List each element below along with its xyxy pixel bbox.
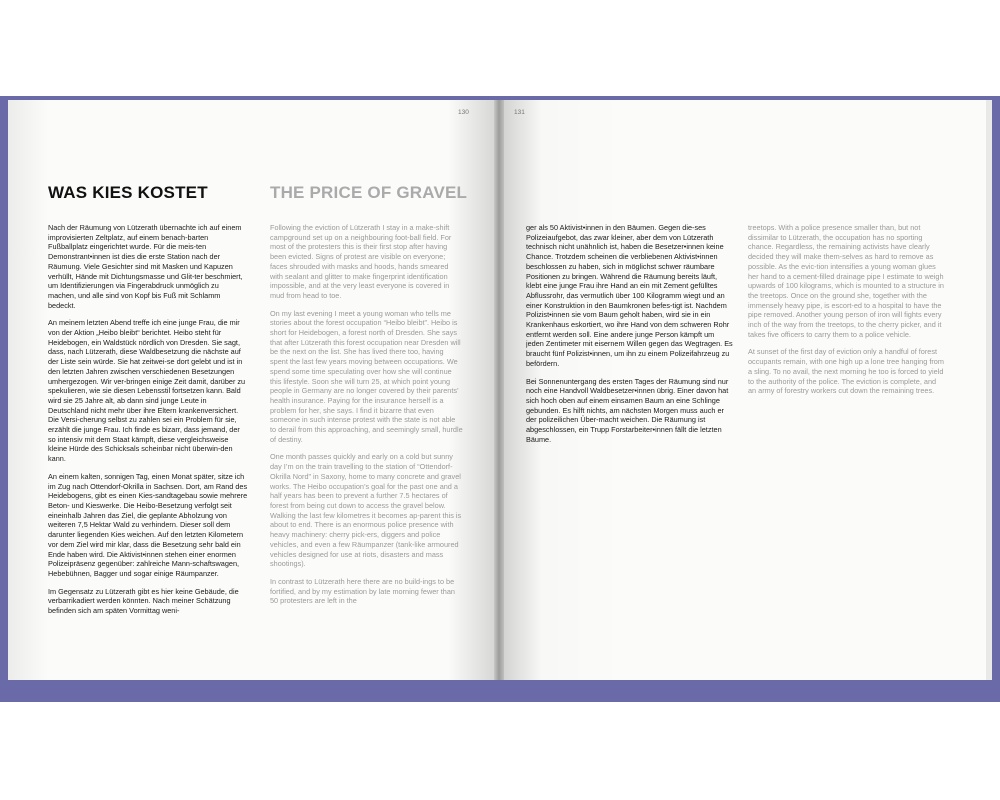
paragraph: At sunset of the first day of eviction only a handful of forest occupants remain, with one high up a lone tree hanging from a sling. To no avail, the next morning he too is forced to yield to the authority of the police. The eviction is complete, and an army of forestry workers cut down the remaining trees. <box>748 347 944 396</box>
paragraph: Nach der Räumung von Lützerath übernachte ich auf einem improvisierten Zeltplatz, auf einem benach-barten Fußballplatz eingerichtet wurde. Für die meis-ten Demonstrant•innen ist dies die erste Station nach der Räumung. Viele Gesichter sind mit Masken und Kapuzen verhüllt, Hände mit Dichtungsmasse und Glit-ter beschmiert, um Identifizierungen via Fingerabdruck unmöglich zu machen, und alle sind von Kopf bis Fuß mit Schlamm bedeckt. <box>48 223 243 310</box>
paragraph: treetops. With a police presence smaller than, but not dissimilar to Lützerath, the occupation has no sporting chance. Regardless, the remaining activists have clearly decided they will make them-selves as hard to remove as possible. As the evic-tion intensifies a young woman glues her hand to a cement-filled drainage pipe I estimate to weigh upwards of 100 kilograms, which is mounted to a structure in the treetops. Once on the ground she, together with the immensely heavy pipe, is escort-ed to a hospital to have the pipe removed. Another young person of iron will fights every inch of the way from the treetops, to the cherry picker, and it takes five officers to carry them to a police vehicle. <box>748 223 944 339</box>
paragraph: Following the eviction of Lützerath I stay in a make-shift campground set up on a neighbouring foot-ball field. For most of the protesters this is their first stop after having been evicted. Signs of protest are visible on everyone; faces shrouded with masks and hoods, hands smeared with sealant and glitter to make fingerprint identification impossible, and at the very least everyone is covered in mud from head to toe. <box>270 223 452 300</box>
left-english-column <box>270 223 463 663</box>
left-page-number: 130 <box>458 109 469 116</box>
book-spine <box>494 100 504 680</box>
paragraph: Bei Sonnenuntergang des ersten Tages der Räumung sind nur noch eine Handvoll Waldbesetzer•innen übrig. Einer davon hat sich hoch oben auf einem einsamen Baum an eine Schlinge gebunden. Es hilft nichts, am nächsten Morgen muss auch er der polizeilichen Über-macht weichen. Die Räumung ist abgeschlossen, ein Trupp Forstarbeiter•innen fällt die letzten Bäume. <box>526 376 729 444</box>
page-edge <box>986 100 992 680</box>
paragraph: ger als 50 Aktivist•innen in den Bäumen. Gegen die-ses Polizeiaufgebot, das zwar kleiner, aber dem von Lützerath technisch nicht unähnlich ist, haben die Besetzer•innen keine Chance. Trotzdem scheinen die verbliebenen Aktivist•innen beschlossen zu haben, sich in möglichst schwer räumbare Positionen zu bringen. Während die Räumung bereits läuft, klebt eine junge Frau ihre Hand an ein mit Zement gefülltes Abflussrohr, das vermutlich über 100 Kilogramm wiegt und an einer Konstruktion in den Baumkronen befes-tigt ist. Nachdem Polizist•innen sie vom Baum geholt haben, wird sie in ein Krankenhaus eskortiert, wo ihre Hand von dem schweren Rohr entfernt werden soll. Eine andere junge Person kämpft um jeden Zentimeter mit eisernem Willen gegen das Wegtragen. Es braucht fünf Polizist•innen, um ihn zu einem Polizeifahrzeug zu befördern. <box>526 223 733 368</box>
title-german: WAS KIES KOSTET <box>48 183 208 202</box>
paragraph: On my last evening I meet a young woman who tells me stories about the forest occupation “Heibo bleibt”. Heibo is short for Heidebogen, a forest north of Dresden. She says that after Lützerath this forest occupation near Dresden will be the next on the list. She has lived there too, having spent the last few years moving between occupations. We spend some time speculating over how she will continue this lifestyle. Soon she will turn 25, at which point young people in Germany are no longer covered by their parents’ health insurance. Paying for the insurance herself is a problem for her, she says. I find it bizarre that even someone in such intense protest with the state is not able to derail from this approaching, and seemingly small, hurdle of destiny. <box>270 308 463 444</box>
paragraph: In contrast to Lützerath here there are no build-ings to be fortified, and by my estimation by late morning fewer than 50 protesters are left in the <box>270 576 455 606</box>
left-german-column <box>48 223 248 663</box>
paragraph: One month passes quickly and early on a cold but sunny day I’m on the train travelling to the station of “Ottendorf-Okrilla Nord” in Saxony, home to many concrete and gravel works. The Heibo occupation’s goal for the past one and a half years has been to prevent a further 7.5 hectares of forest from being cut down to access the gravel below. Walking the last few kilometres it becomes ap-parent this is about to end. There is an enormous police presence with heavy machinery: cherry pick-ers, diggers and police vehicles, and even a few Räumpanzer (tank-like armoured vehicles designed for use at riots, disasters and mass shootings). <box>270 452 462 569</box>
paragraph: An einem kalten, sonnigen Tag, einen Monat später, sitze ich im Zug nach Ottendorf-Okrilla in Sachsen. Dort, am Rand des Heidebogens, gibt es einen Kies-sandtagebau sowie mehrere Beton- und Kieswerke. Die Heibo-Besetzung verfolgt seit eineinhalb Jahren das Ziel, die geplante Abholzung von weiteren 7,5 Hektar Wald zu verhindern. Dieser soll dem darunter liegenden Kies weichen. Auf den letzten Kilometern vor dem Ziel wird mir klar, dass die Besetzung sehr bald ein Ende haben wird. Die Aktivist•innen stehen einer enormen Polizeipräsenz gegenüber: zahlreiche Mann-schaftswagen, Hebebühnen, Bagger und sogar einige Räumpanzer. <box>48 471 248 578</box>
paragraph: An meinem letzten Abend treffe ich eine junge Frau, die mir von der Aktion „Heibo bleibt“ berichtet. Heibo steht für Heidebogen, ein Waldstück nördlich von Dresden. Sie sagt, dass, nach Lützerath, diese Waldbesetzung die nächste auf der Liste sein würde. Sie hat zeitwei-se dort gelebt und ist in den letzten Jahren zwischen verschiedenen Besetzungen umhergezogen. Wir ver-bringen einige Zeit damit, darüber zu spekulieren, wie sie diesen Lebensstil fortsetzen kann. Bald wird sie 25 Jahre alt, ab dann sind junge Leute in Deutschland nicht mehr über ihre Eltern krankenversichert. Die Versi-cherung selbst zu zahlen sei ein Problem für sie, erzählt die junge Frau. Ich finde es bizarr, dass jemand, der so intensiv mit dem Staat kämpft, diese vergleichsweise kleine Hürde des Schicksals scheinbar nicht überwin-den kann. <box>48 318 246 464</box>
right-page-number: 131 <box>514 109 525 116</box>
right-english-column <box>748 223 946 663</box>
paragraph: Im Gegensatz zu Lützerath gibt es hier keine Gebäude, die verbarrikadiert werden könnten. Nach meiner Schätzung befinden sich am späten Vormittag weni- <box>48 586 239 616</box>
right-german-column <box>526 223 734 663</box>
title-english: THE PRICE OF GRAVEL <box>270 183 468 202</box>
